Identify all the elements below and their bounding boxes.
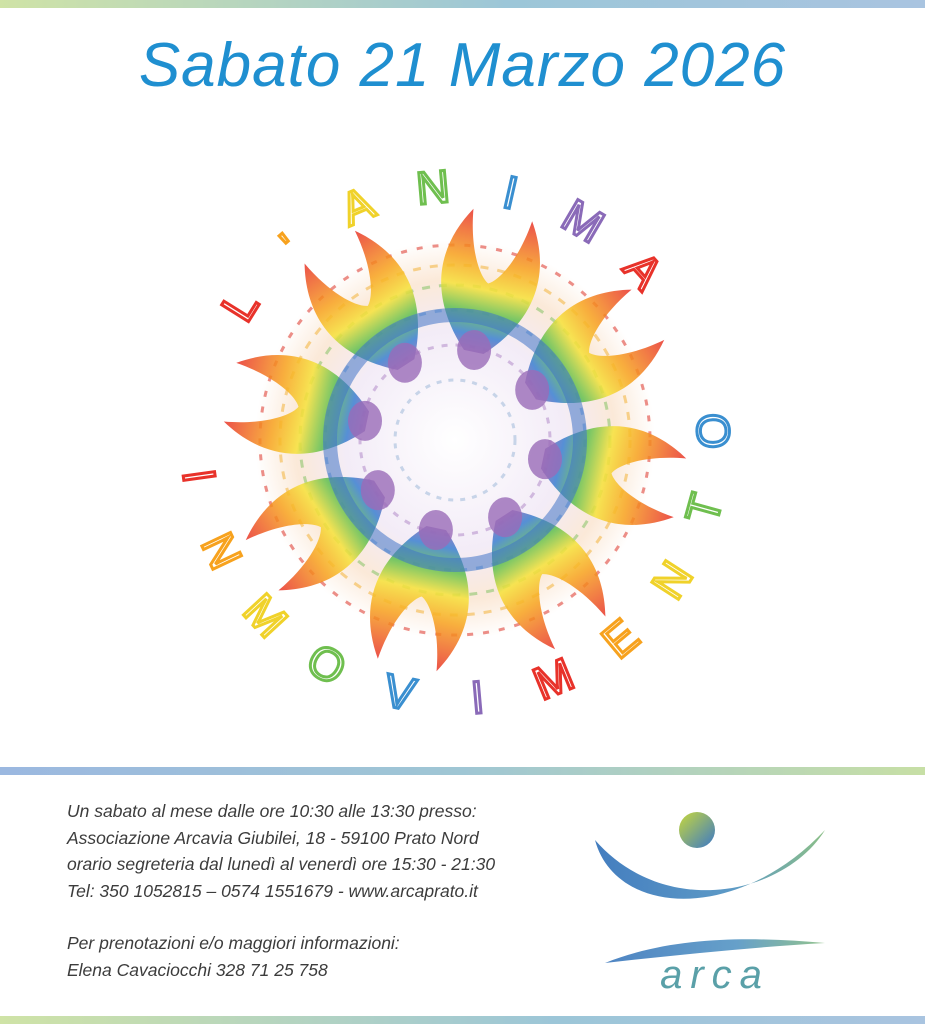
figure-head (388, 343, 422, 383)
arc-letter: L (210, 280, 269, 331)
info-schedule: Un sabato al mese dalle ore 10:30 alle 13:30 presso: (67, 801, 477, 821)
arc-letter: T (675, 488, 733, 530)
arc-letter: M (525, 647, 581, 710)
arc-letter: I (498, 165, 523, 220)
arc-letter: O (686, 412, 740, 450)
event-date-title: Sabato 21 Marzo 2026 (138, 31, 787, 100)
logo-dot (679, 812, 715, 848)
logo-text: arca (660, 953, 770, 997)
bottom-gradient-bar (0, 1016, 925, 1024)
arc-letter: N (191, 524, 253, 577)
info-office-hours: orario segreteria dal lunedì al venerdì ore 15:30 - 21:30 (67, 854, 496, 874)
event-info (67, 798, 587, 983)
info-contacts: Tel: 350 1052815 – 0574 1551679 - www.arcaprato.it (67, 880, 478, 901)
figure-head (419, 510, 453, 550)
arc-letter: O (298, 632, 356, 696)
arc-letter: ' (270, 223, 311, 270)
info-booking-contact: Elena Cavaciocchi 328 71 25 758 (67, 959, 328, 980)
info-booking-label: Per prenotazioni e/o maggiori informazioni: (67, 933, 400, 953)
figure-head (361, 470, 395, 510)
mandala-artwork (160, 120, 760, 740)
figure-head (515, 370, 549, 410)
arc-letter: M (553, 188, 613, 253)
arc-letter: N (414, 159, 452, 215)
info-address: Associazione Arcavia Giubilei, 18 - 59100 Prato Nord (67, 827, 479, 848)
figure-head (528, 439, 562, 479)
arc-letter: N (641, 551, 703, 608)
figure-head (488, 497, 522, 537)
arc-letter: A (614, 241, 674, 299)
arc-letter: I (172, 466, 226, 486)
arc-letter: A (333, 175, 382, 236)
figure-head (457, 330, 491, 370)
arc-letter: M (233, 583, 298, 648)
top-gradient-bar (0, 0, 925, 8)
arc-letter: V (378, 663, 421, 721)
arc-letter: I (468, 670, 487, 724)
middle-gradient-bar (0, 767, 925, 775)
arca-logo (585, 805, 835, 1000)
figure-head (348, 401, 382, 441)
arc-letter: E (591, 608, 649, 669)
